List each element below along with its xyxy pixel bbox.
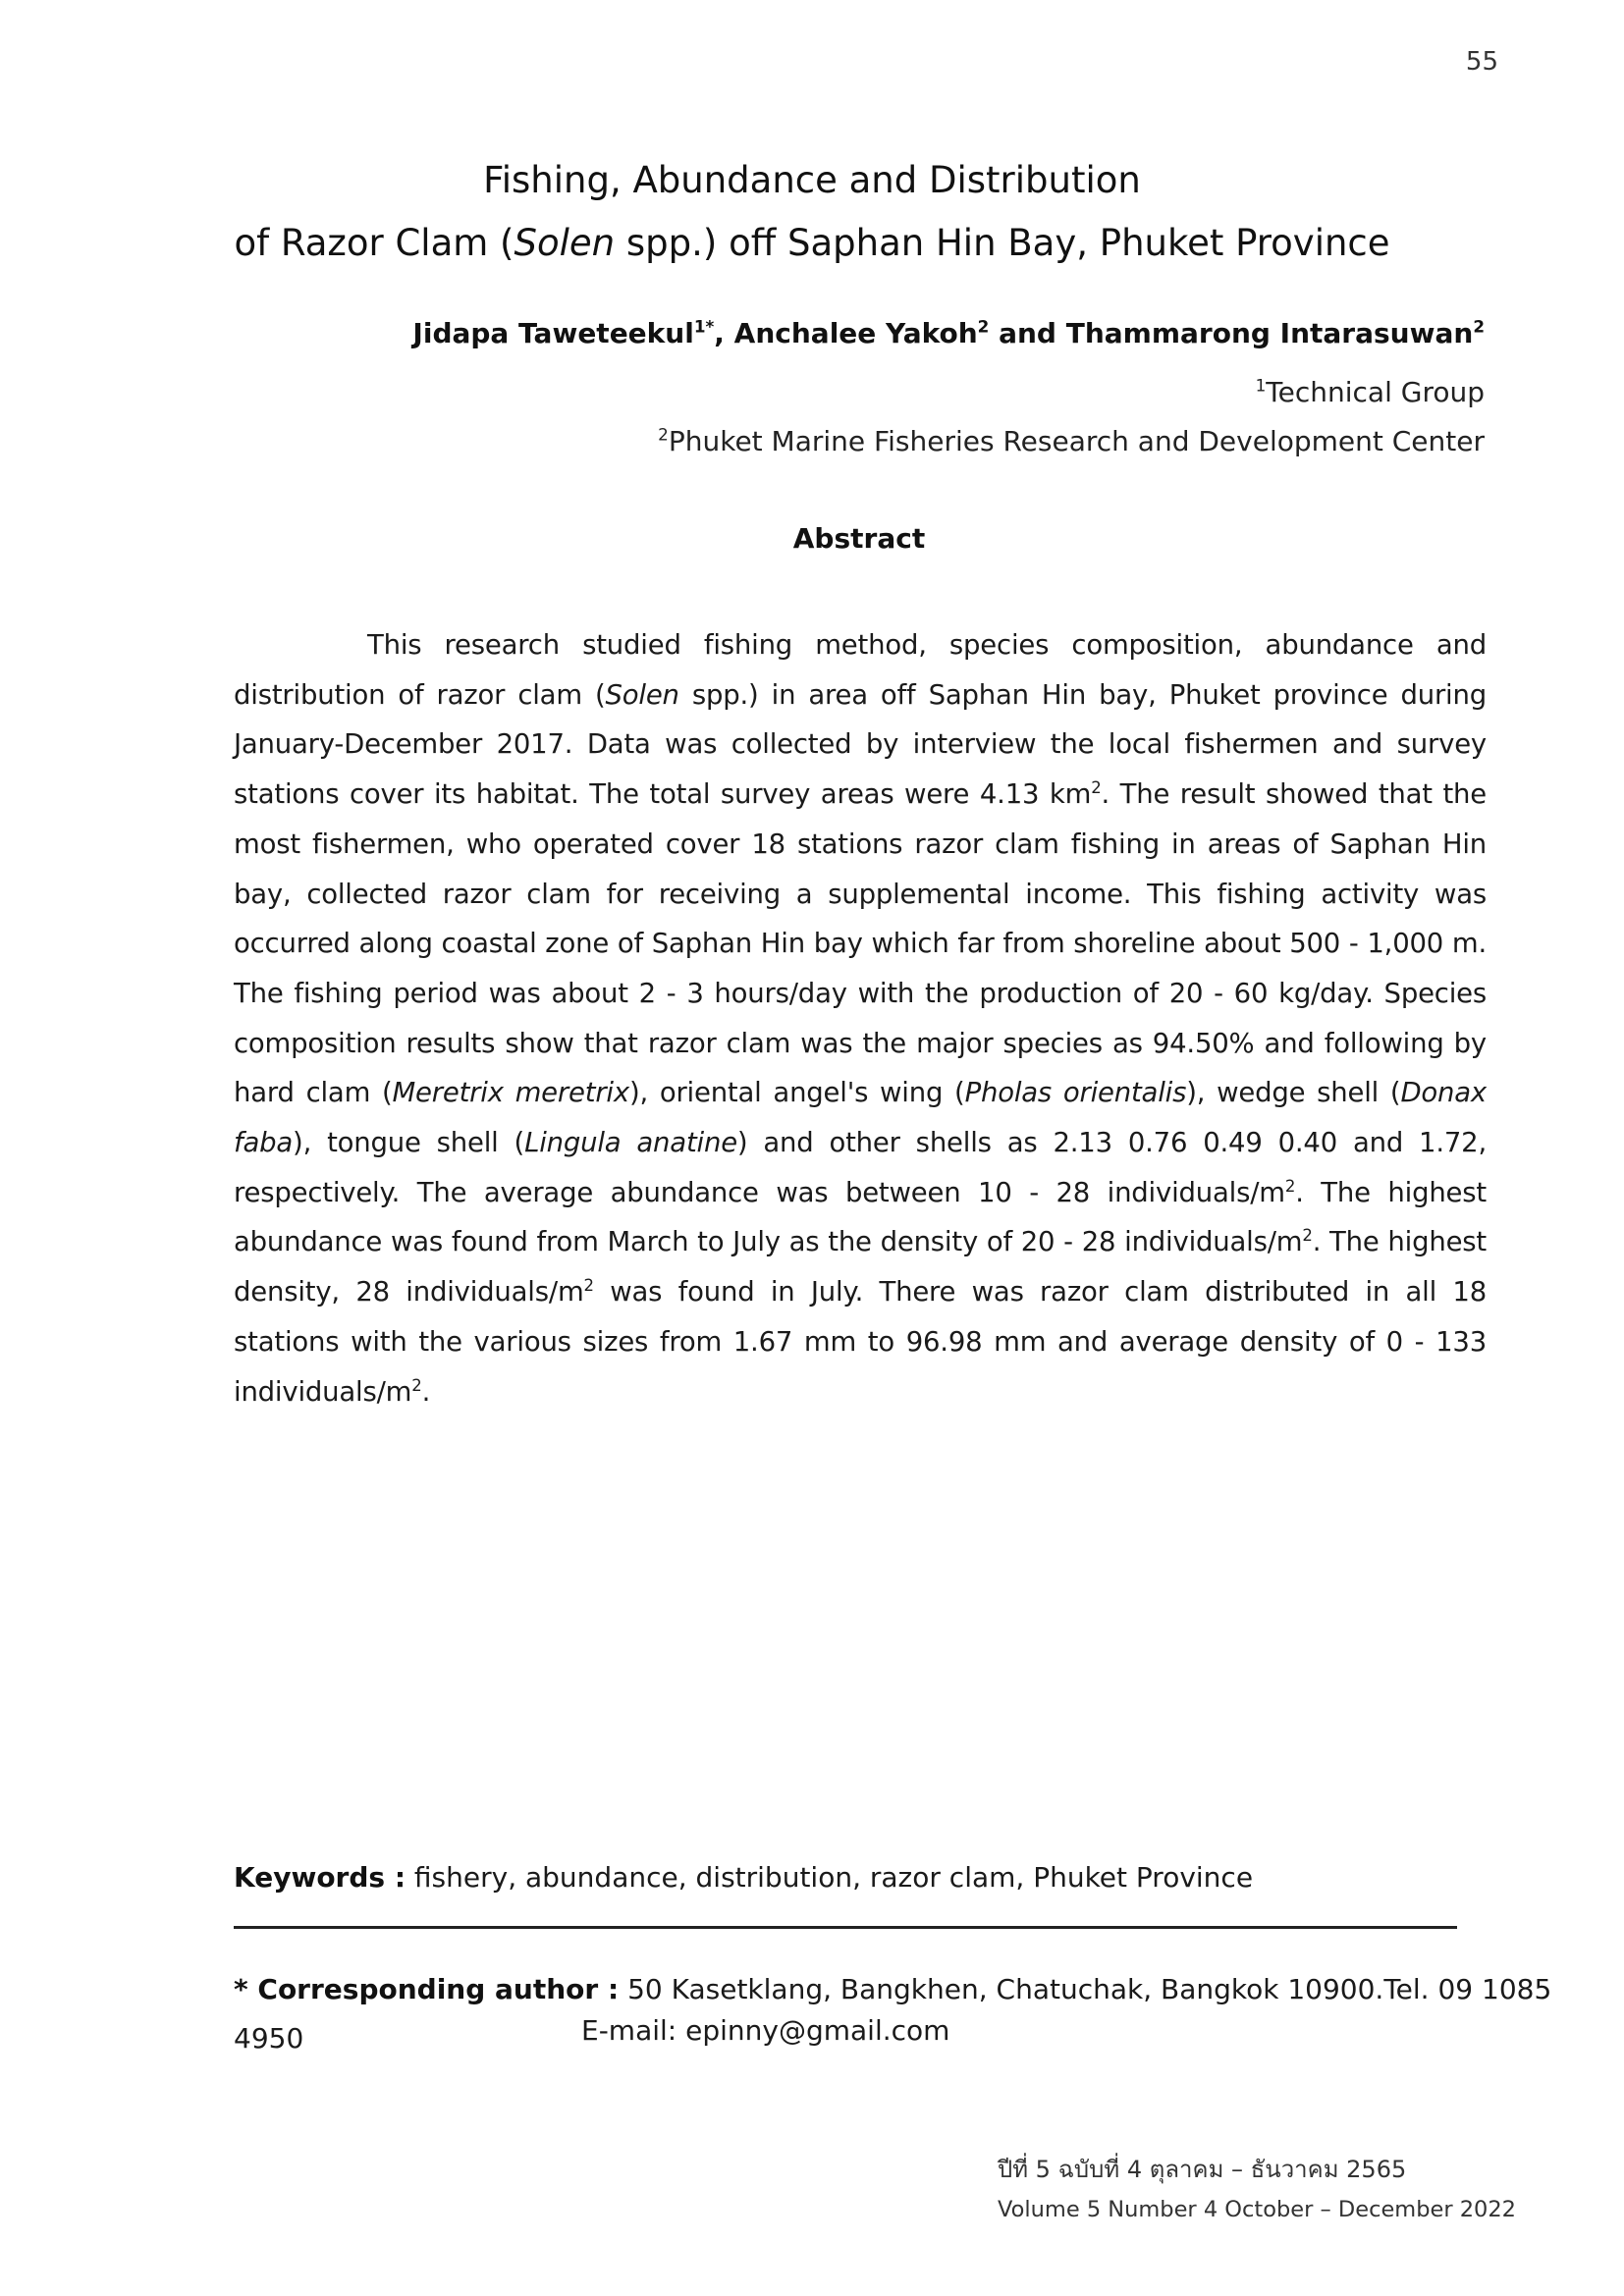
species-name: Meretrix meretrix: [392, 1077, 629, 1109]
abstract-text: ), tongue shell (: [293, 1127, 525, 1159]
title-genus: Solen: [514, 222, 616, 264]
page-number: 55: [1465, 47, 1498, 77]
species-name: Solen: [605, 678, 679, 711]
divider-line: [234, 1926, 1457, 1929]
affiliation-text: Phuket Marine Fisheries Research and Development Center: [668, 425, 1485, 457]
corresponding-label: * Corresponding author :: [234, 1973, 620, 2005]
author-name: Thammarong Intarasuwan: [1065, 317, 1474, 349]
species-name: Donax faba: [234, 1077, 1488, 1159]
species-name: Pholas orientalis: [964, 1077, 1187, 1109]
title-line-2: [0, 212, 1624, 275]
title-text: of Razor Clam (: [234, 222, 514, 264]
keywords-text: fishery, abundance, distribution, razor clam, Phuket Province: [406, 1861, 1254, 1894]
abstract-heading: Abstract: [792, 522, 926, 555]
abstract-text: ), wedge shell (: [1186, 1077, 1401, 1109]
author-affil-mark: 1*: [693, 316, 715, 337]
abstract-body: [234, 620, 1487, 1416]
abstract-text: . The result showed that the most fishermen, who operated cover 18 stations razor clam fishing in areas of Saphan Hin bay, collected razor clam for receiving a supplemental income. This fishing activity was occurred along coastal zone of Saphan Hin bay which far from shoreline about 500 - 1,000 m. The fishing period was about 2 - 3 hours/day with the production of 20 - 60 kg/day. Species composition results show that razor clam was the major species as 94.50% and following by hard clam (: [234, 778, 1487, 1109]
superscript: 2: [1091, 777, 1102, 797]
paper-title: [0, 149, 1624, 275]
corresponding-address: 50 Kasetklang, Bangkhen, Chatuchak, Bangkok 10900.Tel. 09 1085 4950: [234, 1973, 1552, 2055]
superscript: 2: [411, 1375, 422, 1395]
footer-issue-english: Volume 5 Number 4 October – December 2022: [998, 2197, 1516, 2222]
affiliation: [1256, 375, 1485, 410]
superscript: 2: [1302, 1226, 1313, 1246]
affiliation-mark: 2: [658, 424, 669, 445]
abstract-text: ) and other shells as 2.13 0.76 0.49 0.40 and 1.72, respectively. The average abundance was between 10 - 28 individuals/m: [234, 1127, 1487, 1208]
author-affil-mark: 2: [1473, 316, 1485, 337]
abstract-text: This research studied fishing method, species composition, abundance and distribution of razor clam (: [234, 629, 1487, 711]
title-line-1: Fishing, Abundance and Distribution: [483, 159, 1141, 201]
author-name: Anchalee Yakoh: [733, 317, 978, 349]
abstract-text: . The highest density, 28 individuals/m: [234, 1226, 1487, 1308]
affiliation: [658, 424, 1485, 459]
keywords: [234, 1861, 1253, 1894]
abstract-text: was found in July. There was razor clam distributed in all 18 stations with the various sizes from 1.67 mm to 96.98 mm and average density of 0 - 133 individuals/m: [234, 1276, 1487, 1408]
superscript: 2: [583, 1275, 594, 1295]
species-name: Lingula anatine: [524, 1127, 737, 1159]
abstract-text: spp.) in area off Saphan Hin bay, Phuket province during January-December 2017. Data was collected by interview the local fishermen and survey stations cover its habitat. The total survey areas were 4.13 km: [234, 678, 1487, 811]
title-text: spp.) off Saphan Hin Bay, Phuket Province: [615, 222, 1390, 264]
affiliation-text: Technical Group: [1266, 376, 1485, 408]
author-list: [412, 316, 1485, 351]
footer-issue-thai: ปีที่ 5 ฉบับที่ 4 ตุลาคม – ธันวาคม 2565: [998, 2156, 1407, 2183]
superscript: 2: [1284, 1176, 1296, 1196]
keywords-label: Keywords :: [234, 1861, 406, 1894]
abstract-text: . The highest abundance was found from March to July as the density of 20 - 28 individuals/m: [234, 1176, 1487, 1258]
author-separator: and: [989, 317, 1066, 349]
abstract-text: .: [421, 1375, 431, 1408]
author-affil-mark: 2: [977, 316, 990, 337]
author-separator: ,: [714, 317, 734, 349]
affiliation-mark: 1: [1255, 375, 1267, 396]
corresponding-email: E-mail: epinny@gmail.com: [581, 2014, 950, 2047]
author-name: Jidapa Taweteekul: [412, 317, 694, 349]
abstract-text: ), oriental angel's wing (: [628, 1077, 965, 1109]
